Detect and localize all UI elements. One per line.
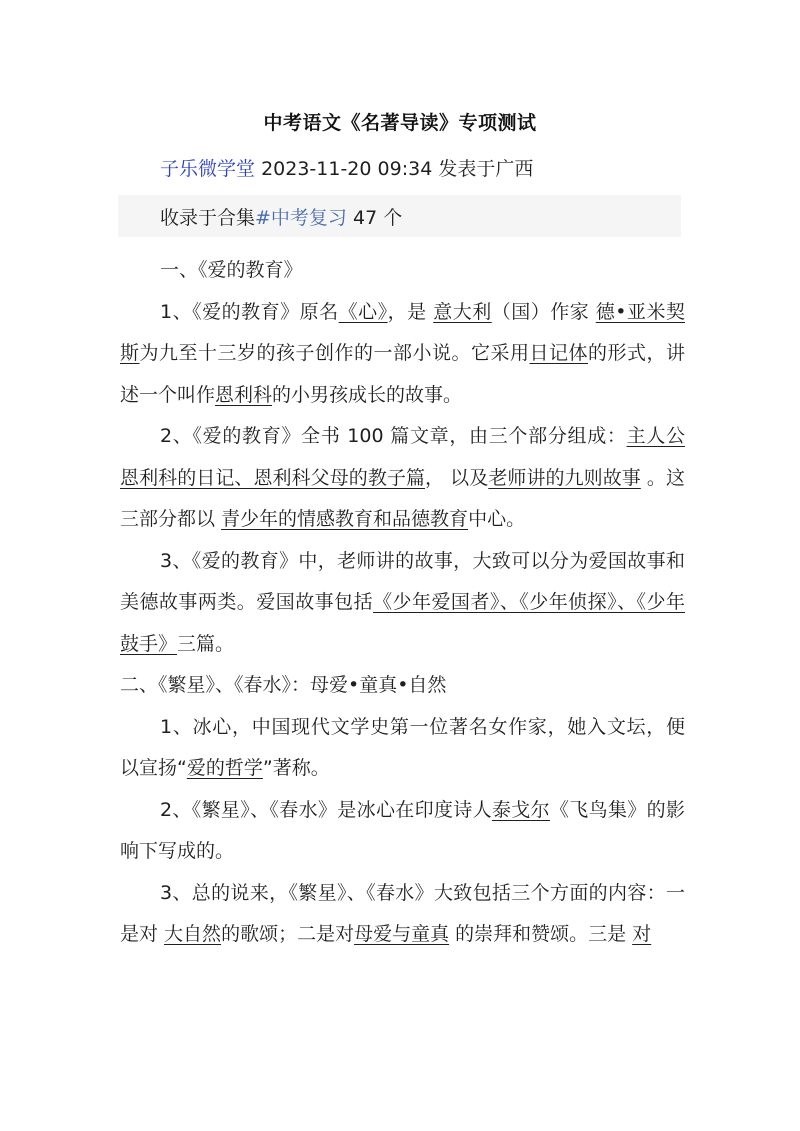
- paragraph: [120, 416, 685, 541]
- paragraph-text: 的形式，讲述一个叫作: [120, 342, 685, 406]
- paragraph-text: 1、冰心，中国现代文学史第一位著名女作家，她入文坛，便以宣扬“: [120, 715, 685, 779]
- paragraph: [120, 707, 685, 790]
- underlined-answer: 意大利: [433, 300, 492, 323]
- paragraph-text: 的歌颂；二是对: [221, 923, 355, 945]
- paragraph-text: ”著称。: [262, 757, 330, 779]
- paragraph-text: 1、《爱的教育》原名: [160, 300, 339, 323]
- publish-datetime: 2023-11-20 09:34: [261, 158, 433, 180]
- underlined-answer: 大自然: [164, 923, 222, 945]
- underlined-answer: 恩利科: [215, 383, 273, 406]
- underlined-answer: 青少年的情感教育和品德教育: [221, 508, 469, 530]
- collection-tag-link[interactable]: #中考复习: [255, 207, 347, 229]
- underlined-answer: 老师讲的九则故事: [488, 466, 641, 489]
- paragraph-text: 的小男孩成长的故事。: [272, 383, 463, 406]
- collection-prefix: 收录于合集: [160, 207, 256, 229]
- paragraph: [120, 292, 685, 417]
- author-link[interactable]: 子乐微学堂: [160, 158, 256, 180]
- underlined-answer: 母爱与童真: [354, 923, 450, 945]
- article-meta: [160, 154, 533, 181]
- section-heading: 一、《爱的教育》: [160, 259, 303, 281]
- paragraph: [120, 541, 685, 666]
- paragraph-text: 3、《爱的教育》中，老师讲的故事，大致可以分为爱国故事和美德故事两类。爱国故事包括: [120, 549, 685, 613]
- underlined-answer: 德•亚米契斯: [120, 300, 685, 364]
- paragraph-text: 的崇拜和赞颂。三是: [449, 923, 633, 945]
- paragraph-text: 中心。: [468, 508, 526, 530]
- underlined-answer: 《少年爱国者》、《少年侦探》、《少年鼓手》: [120, 591, 685, 655]
- paragraph-text: 。这三部分都以: [120, 466, 685, 530]
- article-title: 中考语文《名著导读》专项测试: [263, 112, 537, 134]
- paragraph-text: 3、总的说来，《繁星》、《春水》大致包括三个方面的内容：一是对: [120, 881, 685, 945]
- paragraph-text: 2、《繁星》、《春水》是冰心在印度诗人: [160, 798, 492, 821]
- section-heading: 二、《繁星》、《春水》：母爱•童真•自然: [120, 674, 447, 696]
- underlined-answer: 爱的哲学: [186, 757, 263, 779]
- paragraph-text: ， 以及: [425, 466, 489, 489]
- paragraph-text: 三篇。: [177, 632, 235, 655]
- underlined-answer: 对: [632, 923, 652, 945]
- collection-banner: [118, 195, 681, 237]
- article-body: [120, 250, 685, 956]
- paragraph: [120, 873, 685, 956]
- paragraph-text: 《飞鸟集》的影响下写成的。: [120, 798, 685, 862]
- paragraph-text: 2、《爱的教育》全书 100 篇文章，由三个部分组成：: [160, 425, 627, 447]
- collection-count: 47 个: [352, 207, 403, 229]
- underlined-answer: 《心》: [338, 300, 388, 323]
- underlined-answer: 日记体: [529, 342, 588, 364]
- paragraph: [120, 790, 685, 873]
- paragraph-text: （国）作家: [491, 300, 596, 323]
- paragraph-text: ，是: [387, 300, 434, 323]
- underlined-answer: 泰戈尔: [491, 798, 550, 821]
- paragraph-text: 为九至十三岁的孩子创作的一部小说。它采用: [139, 342, 530, 364]
- publish-location: 发表于广西: [438, 158, 534, 180]
- underlined-answer: 主人公恩利科的日记、恩利科父母的教子篇: [120, 425, 685, 489]
